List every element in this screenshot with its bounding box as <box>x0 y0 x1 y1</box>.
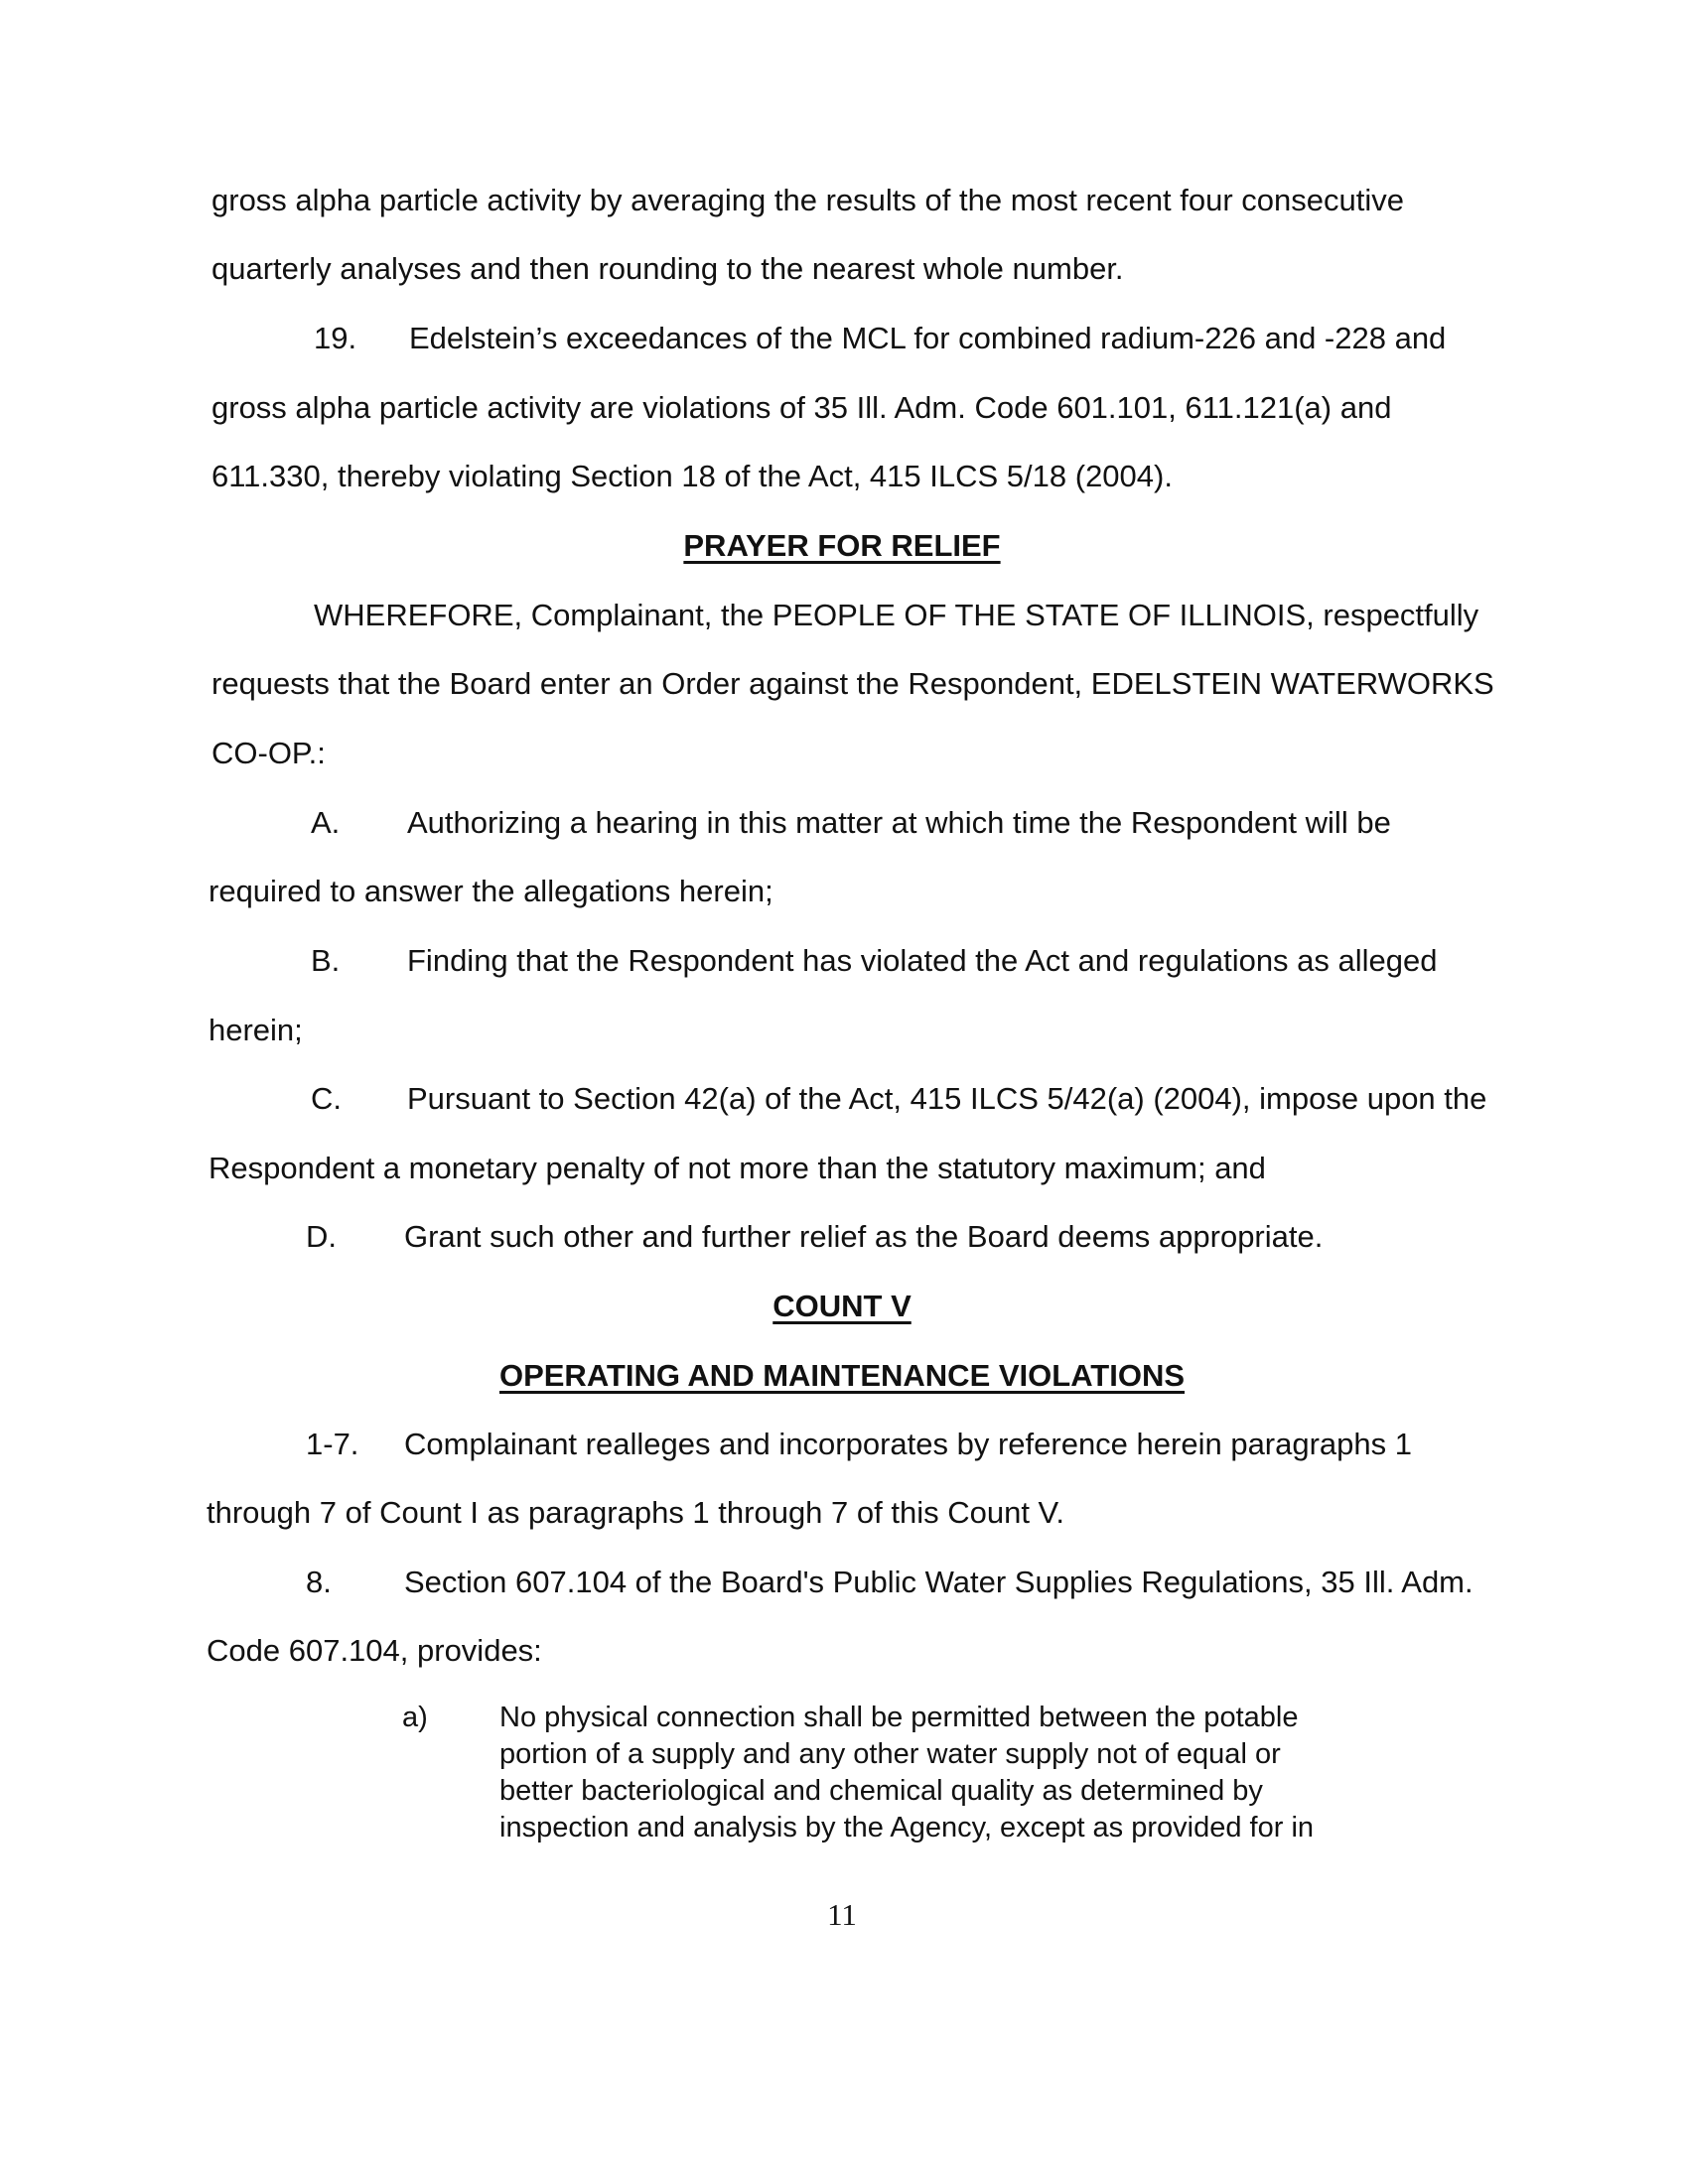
quote-a-line-2: portion of a supply and any other water supply not of equal or <box>499 1738 1281 1770</box>
paragraph-19-number: 19. <box>314 321 357 355</box>
paragraph-8-number: 8. <box>306 1565 332 1599</box>
quote-a-line-3: better bacteriological and chemical quality as determined by <box>499 1775 1263 1807</box>
relief-a-label: A. <box>311 805 341 840</box>
paragraph-8-line-2: Code 607.104, provides: <box>207 1633 542 1668</box>
paragraph-18-line-1: gross alpha particle activity by averaging the results of the most recent four consecutive <box>211 183 1404 217</box>
relief-d-label: D. <box>306 1219 337 1254</box>
relief-a-line-1: Authorizing a hearing in this matter at which time the Respondent will be <box>407 805 1391 840</box>
paragraph-1-7-line-1: Complainant realleges and incorporates by reference herein paragraphs 1 <box>404 1427 1413 1461</box>
page-number: 11 <box>827 1897 857 1932</box>
paragraph-19-line-1: Edelstein’s exceedances of the MCL for combined radium-226 and -228 and <box>409 321 1447 355</box>
quote-a-line-1: No physical connection shall be permitted between the potable <box>499 1702 1299 1733</box>
paragraph-19-line-2: gross alpha particle activity are violations of 35 Ill. Adm. Code 601.101, 611.121(a) and <box>211 390 1392 425</box>
quote-a-label: a) <box>402 1702 428 1733</box>
relief-d-line-1: Grant such other and further relief as the Board deems appropriate. <box>404 1219 1324 1254</box>
wherefore-line-2: requests that the Board enter an Order against the Respondent, EDELSTEIN WATERWORKS <box>211 666 1494 701</box>
count-v-heading: COUNT V <box>772 1289 912 1323</box>
wherefore-line-1: WHEREFORE, Complainant, the PEOPLE OF THE STATE OF ILLINOIS, respectfully <box>314 598 1479 632</box>
paragraph-19-line-3: 611.330, thereby violating Section 18 of the Act, 415 ILCS 5/18 (2004). <box>211 459 1173 493</box>
relief-a-line-2: required to answer the allegations herein; <box>209 874 773 908</box>
count-v-subheading: OPERATING AND MAINTENANCE VIOLATIONS <box>498 1358 1186 1393</box>
relief-c-label: C. <box>311 1081 342 1116</box>
relief-b-line-2: herein; <box>209 1013 303 1047</box>
relief-c-line-2: Respondent a monetary penalty of not more than the statutory maximum; and <box>209 1151 1266 1185</box>
relief-c-line-1: Pursuant to Section 42(a) of the Act, 415 ILCS 5/42(a) (2004), impose upon the <box>407 1081 1487 1116</box>
paragraph-18-line-2: quarterly analyses and then rounding to the nearest whole number. <box>211 251 1124 286</box>
relief-b-label: B. <box>311 943 341 978</box>
quote-a-line-4: inspection and analysis by the Agency, except as provided for in <box>499 1812 1315 1843</box>
wherefore-line-3: CO-OP.: <box>211 736 326 770</box>
paragraph-1-7-number: 1-7. <box>306 1427 359 1461</box>
paragraph-8-line-1: Section 607.104 of the Board's Public Water Supplies Regulations, 35 Ill. Adm. <box>404 1565 1474 1599</box>
relief-b-line-1: Finding that the Respondent has violated the Act and regulations as alleged <box>407 943 1438 978</box>
paragraph-1-7-line-2: through 7 of Count I as paragraphs 1 through 7 of this Count V. <box>207 1495 1064 1530</box>
prayer-for-relief-heading: PRAYER FOR RELIEF <box>683 528 1001 563</box>
